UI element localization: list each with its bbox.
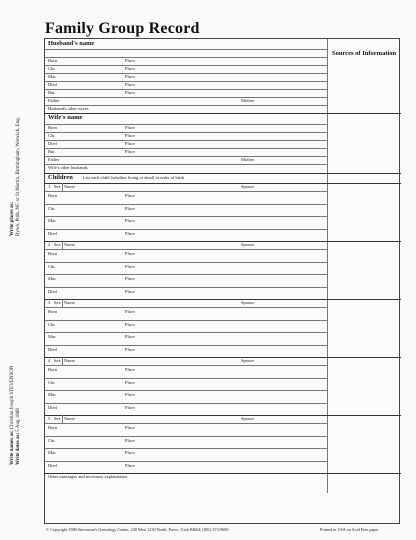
child-died-label: Died <box>48 404 57 410</box>
child-date-field[interactable] <box>65 308 120 319</box>
child-mar-label: Mar. <box>48 450 57 455</box>
place-label: Place <box>125 404 135 410</box>
child-number: 1 <box>48 184 51 189</box>
place-label: Place <box>125 133 135 138</box>
child-name-field[interactable] <box>75 358 235 365</box>
place-label: Place <box>125 193 135 198</box>
wife-place-field[interactable] <box>145 125 325 132</box>
husband-mother-label: Mother <box>241 98 255 103</box>
husband-mother-field[interactable] <box>260 98 325 105</box>
child-mar-label: Mar. <box>48 218 57 223</box>
printed-text: Printed in USA on Acid Free paper <box>320 527 379 532</box>
child-died-label: Died <box>48 230 57 236</box>
write-names-label: Write names as: <box>10 430 15 465</box>
wife-date-field[interactable] <box>65 133 120 140</box>
child-died-label: Died <box>48 346 57 352</box>
wife-date-field[interactable] <box>65 125 120 132</box>
child-place-field[interactable] <box>145 275 325 286</box>
child-date-field[interactable] <box>65 346 120 357</box>
child-spouse-field[interactable] <box>263 300 325 307</box>
place-label: Place <box>125 437 135 443</box>
child-name-field[interactable] <box>75 184 235 191</box>
family-group-form <box>44 38 400 524</box>
place-label: Place <box>125 251 135 256</box>
child-place-field[interactable] <box>145 366 325 377</box>
child-place-field[interactable] <box>145 321 325 332</box>
child-chr-label: Chr. <box>48 379 56 385</box>
child-sex-label: Sex <box>54 184 61 189</box>
form-title: Family Group Record <box>45 20 200 37</box>
child-name-label: Name <box>64 416 75 421</box>
place-label: Place <box>125 82 135 87</box>
child-born-label: Born <box>48 251 57 256</box>
date-example: 5 Aug 1868 <box>16 408 21 432</box>
husband-other-wives-field[interactable] <box>105 106 325 113</box>
child-name-label: Name <box>64 242 75 247</box>
place-label: Place <box>125 425 135 430</box>
child-place-field[interactable] <box>145 192 325 203</box>
place-label: Place <box>125 218 135 223</box>
wife-mother-label: Mother <box>241 157 255 162</box>
child-sex-divider <box>62 415 63 423</box>
place-label: Place <box>125 149 135 154</box>
child-date-field[interactable] <box>65 379 120 390</box>
child-spouse-field[interactable] <box>263 242 325 249</box>
place-label: Place <box>125 334 135 339</box>
place-label: Place <box>125 125 135 130</box>
child-date-field[interactable] <box>65 404 120 415</box>
child-spouse-label: Spouse <box>241 300 255 305</box>
child-mar-label: Mar. <box>48 334 57 339</box>
child-date-field[interactable] <box>65 321 120 332</box>
child-name-label: Name <box>64 184 75 189</box>
child-died-label: Died <box>48 462 57 468</box>
place-label: Place <box>125 450 135 455</box>
husband-place-field[interactable] <box>145 90 325 97</box>
sources-header: Sources of Information <box>332 50 397 57</box>
child-place-field[interactable] <box>145 288 325 299</box>
child-date-field[interactable] <box>65 424 120 435</box>
place-label: Place <box>125 74 135 79</box>
child-name-field[interactable] <box>75 300 235 307</box>
place-label: Place <box>125 288 135 294</box>
child-name-field[interactable] <box>75 242 235 249</box>
child-spouse-field[interactable] <box>263 358 325 365</box>
child-born-label: Born <box>48 425 57 430</box>
child-date-field[interactable] <box>65 230 120 241</box>
sources-column-divider <box>327 39 328 493</box>
wife-name-field[interactable] <box>95 114 325 123</box>
child-place-field[interactable] <box>145 424 325 435</box>
child-date-field[interactable] <box>65 462 120 473</box>
child-sex-divider <box>62 357 63 365</box>
wife-father-label: Father <box>48 157 60 162</box>
child-place-field[interactable] <box>145 263 325 274</box>
husband-place-field[interactable] <box>145 74 325 81</box>
place-label: Place <box>125 276 135 281</box>
husband-date-field[interactable] <box>65 90 120 97</box>
child-date-field[interactable] <box>65 250 120 261</box>
wife-other-husbands-label: Wife's other husbands <box>48 165 88 170</box>
place-label: Place <box>125 205 135 211</box>
child-date-field[interactable] <box>65 366 120 377</box>
husband-bur-label: Bur. <box>48 90 56 95</box>
place-label: Place <box>125 309 135 314</box>
child-chr-label: Chr. <box>48 205 56 211</box>
child-date-field[interactable] <box>65 333 120 344</box>
name-example: Christian Joseph STEVENSON <box>10 365 15 430</box>
husband-born-label: Born <box>48 58 57 63</box>
child-born-label: Born <box>48 309 57 314</box>
child-place-field[interactable] <box>145 308 325 319</box>
wife-header: Wife's name <box>48 114 83 121</box>
child-place-field[interactable] <box>145 346 325 357</box>
wife-date-field[interactable] <box>65 149 120 156</box>
write-places-label: Write places as: <box>10 201 15 236</box>
child-chr-label: Chr. <box>48 263 56 269</box>
child-sex-divider <box>62 299 63 307</box>
child-chr-label: Chr. <box>48 437 56 443</box>
child-mar-label: Mar. <box>48 276 57 281</box>
child-date-field[interactable] <box>65 205 120 216</box>
place-label: Place <box>125 66 135 71</box>
place-label: Place <box>125 367 135 372</box>
place-label: Place <box>125 392 135 397</box>
husband-date-field[interactable] <box>65 82 120 89</box>
child-spouse-label: Spouse <box>241 358 255 363</box>
child-date-field[interactable] <box>65 263 120 274</box>
child-mar-label: Mar. <box>48 392 57 397</box>
wife-date-field[interactable] <box>65 141 120 148</box>
husband-place-field[interactable] <box>145 66 325 73</box>
wife-chr-label: Chr. <box>48 133 56 138</box>
husband-father-field[interactable] <box>70 98 235 105</box>
child-place-field[interactable] <box>145 250 325 261</box>
child-sex-label: Sex <box>54 300 61 305</box>
child-sex-label: Sex <box>54 416 61 421</box>
child-place-field[interactable] <box>145 437 325 448</box>
husband-name-field[interactable] <box>95 40 325 49</box>
husband-date-field[interactable] <box>65 58 120 65</box>
wife-died-label: Died <box>48 141 57 146</box>
other-marriages-label: Other marriages and necessary explanations <box>48 474 128 479</box>
child-date-field[interactable] <box>65 288 120 299</box>
wife-place-field[interactable] <box>145 141 325 148</box>
child-date-field[interactable] <box>65 217 120 228</box>
place-label: Place <box>125 58 135 63</box>
other-marriages-field[interactable] <box>48 480 398 492</box>
child-place-field[interactable] <box>145 379 325 390</box>
place-label: Place <box>125 90 135 95</box>
child-born-label: Born <box>48 367 57 372</box>
wife-mother-field[interactable] <box>260 157 325 164</box>
place-label: Place <box>125 346 135 352</box>
child-place-field[interactable] <box>145 449 325 460</box>
side-note-places <box>10 117 22 236</box>
place-label: Place <box>125 321 135 327</box>
children-header: Children <box>48 174 73 181</box>
child-place-field[interactable] <box>145 391 325 402</box>
husband-place-field[interactable] <box>145 58 325 65</box>
wife-other-husbands-field[interactable] <box>105 165 325 172</box>
child-date-field[interactable] <box>65 391 120 402</box>
child-born-label: Born <box>48 193 57 198</box>
husband-header: Husband's name <box>48 40 95 47</box>
child-place-field[interactable] <box>145 217 325 228</box>
child-place-field[interactable] <box>145 462 325 473</box>
child-number: 2 <box>48 242 51 247</box>
child-name-label: Name <box>64 358 75 363</box>
child-date-field[interactable] <box>65 437 120 448</box>
place-label: Place <box>125 263 135 269</box>
place-label: Place <box>125 141 135 146</box>
child-spouse-label: Spouse <box>241 184 255 189</box>
child-chr-label: Chr. <box>48 321 56 327</box>
husband-mar-label: Mar. <box>48 74 57 79</box>
child-number: 5 <box>48 416 51 421</box>
child-number: 4 <box>48 358 51 363</box>
wife-bur-label: Bur. <box>48 149 56 154</box>
husband-chr-label: Chr. <box>48 66 56 71</box>
husband-died-label: Died <box>48 82 57 87</box>
child-date-field[interactable] <box>65 449 120 460</box>
children-note: List each child (whether living or dead) in order of birth <box>83 175 184 180</box>
child-sex-divider <box>62 183 63 191</box>
place-label: Place <box>125 379 135 385</box>
child-died-label: Died <box>48 288 57 294</box>
child-spouse-field[interactable] <box>263 184 325 191</box>
wife-place-field[interactable] <box>145 149 325 156</box>
child-spouse-field[interactable] <box>263 416 325 423</box>
child-sex-divider <box>62 241 63 249</box>
child-name-label: Name <box>64 300 75 305</box>
child-place-field[interactable] <box>145 333 325 344</box>
write-dates-label: Write dates as: <box>16 432 21 465</box>
wife-place-field[interactable] <box>145 133 325 140</box>
child-number: 3 <box>48 300 51 305</box>
child-spouse-label: Spouse <box>241 416 255 421</box>
child-sex-label: Sex <box>54 242 61 247</box>
wife-father-field[interactable] <box>70 157 235 164</box>
copyright-text: © Copyright 1988 Stevenson's Genealogy Center, 230 West 1230 North, Provo, Utah 84604, (801) 374-9600 <box>46 527 229 532</box>
rule-line <box>45 49 327 50</box>
wife-born-label: Born <box>48 125 57 130</box>
side-note-names <box>10 366 22 466</box>
child-place-field[interactable] <box>145 404 325 415</box>
husband-father-label: Father <box>48 98 60 103</box>
child-date-field[interactable] <box>65 275 120 286</box>
child-place-field[interactable] <box>145 205 325 216</box>
child-name-field[interactable] <box>75 416 235 423</box>
rule-line <box>45 173 401 174</box>
husband-place-field[interactable] <box>145 82 325 89</box>
child-place-field[interactable] <box>145 230 325 241</box>
husband-date-field[interactable] <box>65 66 120 73</box>
husband-other-wives-label: Husband's other wives <box>48 106 89 111</box>
child-sex-label: Sex <box>54 358 61 363</box>
child-spouse-label: Spouse <box>241 242 255 247</box>
husband-date-field[interactable] <box>65 74 120 81</box>
child-date-field[interactable] <box>65 192 120 203</box>
place-example: Bywn, Prnk, NC or St Martin, Birmingham, Warwick, Eng. <box>16 117 21 236</box>
place-label: Place <box>125 462 135 468</box>
place-label: Place <box>125 230 135 236</box>
